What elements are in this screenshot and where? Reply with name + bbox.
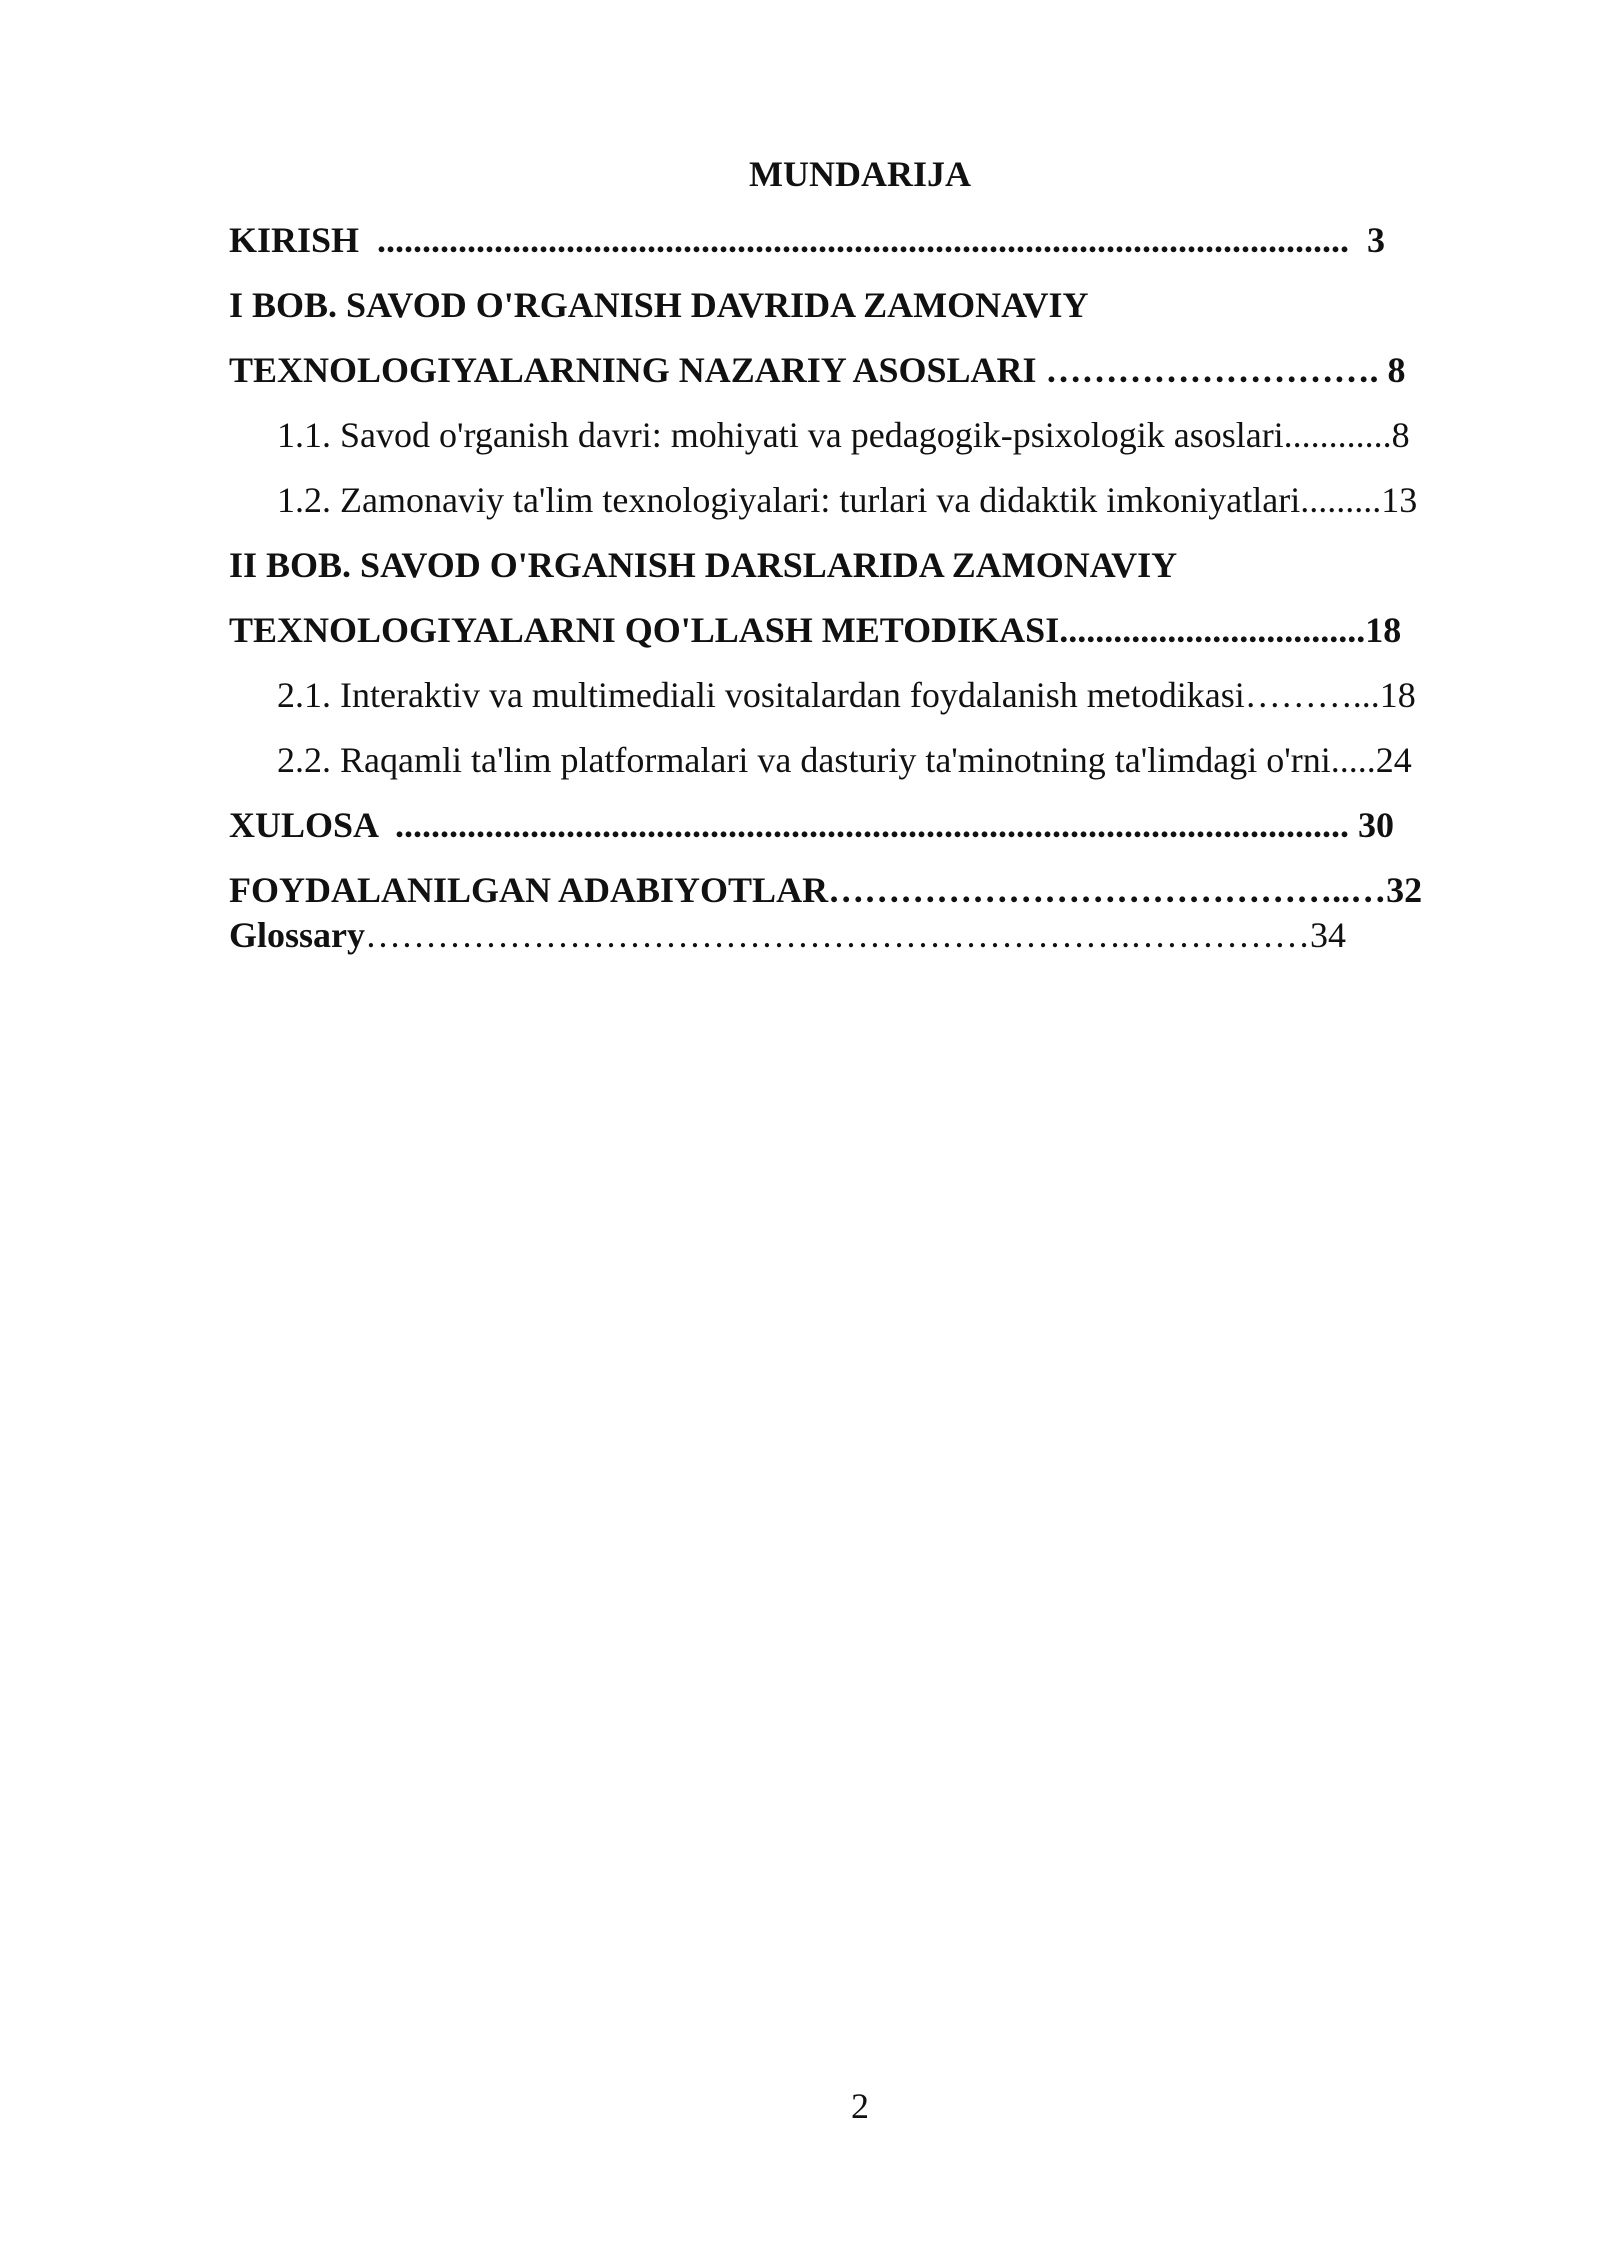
toc-entry-chapter2-line2: TEXNOLOGIYALARNI QO'LLASH METODIKASI..................................18	[229, 610, 1402, 650]
glossary-leader: ……………………………………………………….……………34	[365, 915, 1347, 955]
page-number: 2	[851, 2086, 869, 2126]
toc-entry-chapter1-line2: TEXNOLOGIYALARNING NAZARIY ASOSLARI ………………………. 8	[229, 350, 1406, 390]
glossary-label: Glossary	[229, 915, 366, 955]
toc-entry-glossary	[229, 913, 1346, 957]
toc-entry-chapter1-line1: I BOB. SAVOD O'RGANISH DAVRIDA ZAMONAVIY	[229, 285, 1089, 325]
toc-entry-section-2-1: 2.1. Interaktiv va multimediali vositalardan foydalanish metodikasi………...18	[277, 675, 1416, 715]
toc-entry-section-1-1: 1.1. Savod o'rganish davri: mohiyati va pedagogik-psixologik asoslari............8	[277, 415, 1410, 455]
toc-heading: MUNDARIJA	[749, 154, 971, 194]
toc-entry-section-1-2: 1.2. Zamonaviy ta'lim texnologiyalari: turlari va didaktik imkoniyatlari.........13	[277, 480, 1418, 520]
toc-entry-foydalanilgan-adabiyotlar: FOYDALANILGAN ADABIYOTLAR……………………………………..…32	[229, 870, 1423, 910]
toc-entry-kirish: KIRISH ............................................................................................................ 3	[229, 220, 1386, 260]
toc-entry-section-2-2: 2.2. Raqamli ta'lim platformalari va dasturiy ta'minotning ta'limdagi o'rni.....24	[277, 740, 1412, 780]
toc-entry-xulosa: XULOSA .......................................................................................................... 30	[229, 805, 1395, 845]
toc-entry-chapter2-line1: II BOB. SAVOD O'RGANISH DARSLARIDA ZAMONAVIY	[229, 545, 1178, 585]
